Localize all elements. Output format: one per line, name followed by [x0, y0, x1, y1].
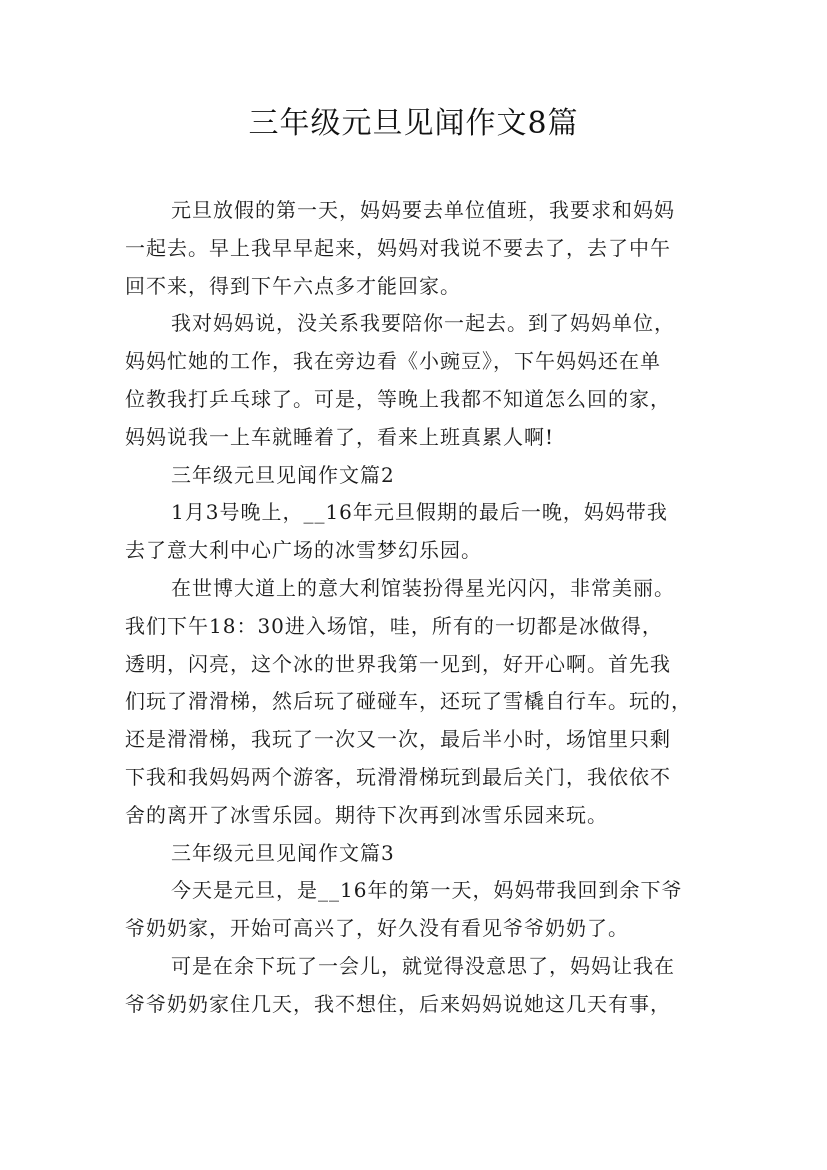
text-line: 1月3号晚上，__16年元旦假期的最后一晚，妈妈带我: [171, 500, 668, 525]
text-line: 回不来，得到下午六点多才能回家。: [125, 273, 461, 298]
text-line: 可是在余下玩了一会儿，就觉得没意思了，妈妈让我在: [171, 953, 675, 978]
text-line: 下我和我妈妈两个游客，玩滑滑梯玩到最后关门，我依依不: [125, 764, 671, 789]
text-line: 们玩了滑滑梯，然后玩了碰碰车，还玩了雪橇自行车。玩的，: [125, 689, 692, 714]
document-body: [125, 192, 705, 1024]
text-line: 舍的离开了冰雪乐园。期待下次再到冰雪乐园来玩。: [125, 802, 608, 827]
text-line: 还是滑滑梯，我玩了一次又一次，最后半小时，场馆里只剩: [125, 727, 671, 752]
text-line: 元旦放假的第一天，妈妈要去单位值班，我要求和妈妈: [171, 198, 675, 222]
text-line: 妈妈忙她的工作，我在旁边看《小豌豆》，下午妈妈还在单: [125, 349, 661, 374]
text-line: 在世博大道上的意大利馆装扮得星光闪闪，非常美丽。: [171, 575, 675, 600]
text-line: 一起去。早上我早早起来，妈妈对我说不要去了，去了中午: [125, 235, 671, 260]
text-line: 透明，闪亮，这个冰的世界我第一见到，好开心啊。首先我: [125, 651, 671, 676]
text-line: 爷爷奶奶家住几天，我不想住，后来妈妈说她这几天有事，: [125, 991, 671, 1016]
text-line: 位教我打乒乓球了。可是，等晚上我都不知道怎么回的家，: [125, 386, 671, 411]
text-line: 去了意大利中心广场的冰雪梦幻乐园。: [125, 538, 482, 563]
section-heading: 三年级元旦见闻作文篇2: [171, 462, 395, 487]
section-heading: 三年级元旦见闻作文篇3: [171, 840, 395, 865]
text-line: 我们下午18：30进入场馆，哇，所有的一切都是冰做得，: [125, 613, 663, 638]
text-line: 我对妈妈说，没关系我要陪你一起去。到了妈妈单位，: [171, 311, 675, 336]
text-line: 爷奶奶家，开始可高兴了，好久没有看见爷爷奶奶了。: [125, 916, 629, 941]
text-line: 今天是元旦，是__16年的第一天，妈妈带我回到余下爷: [171, 878, 683, 903]
text-line: 妈妈说我一上车就睡着了，看来上班真累人啊!: [125, 424, 555, 449]
document-title: 三年级元旦见闻作文8篇: [248, 106, 579, 141]
